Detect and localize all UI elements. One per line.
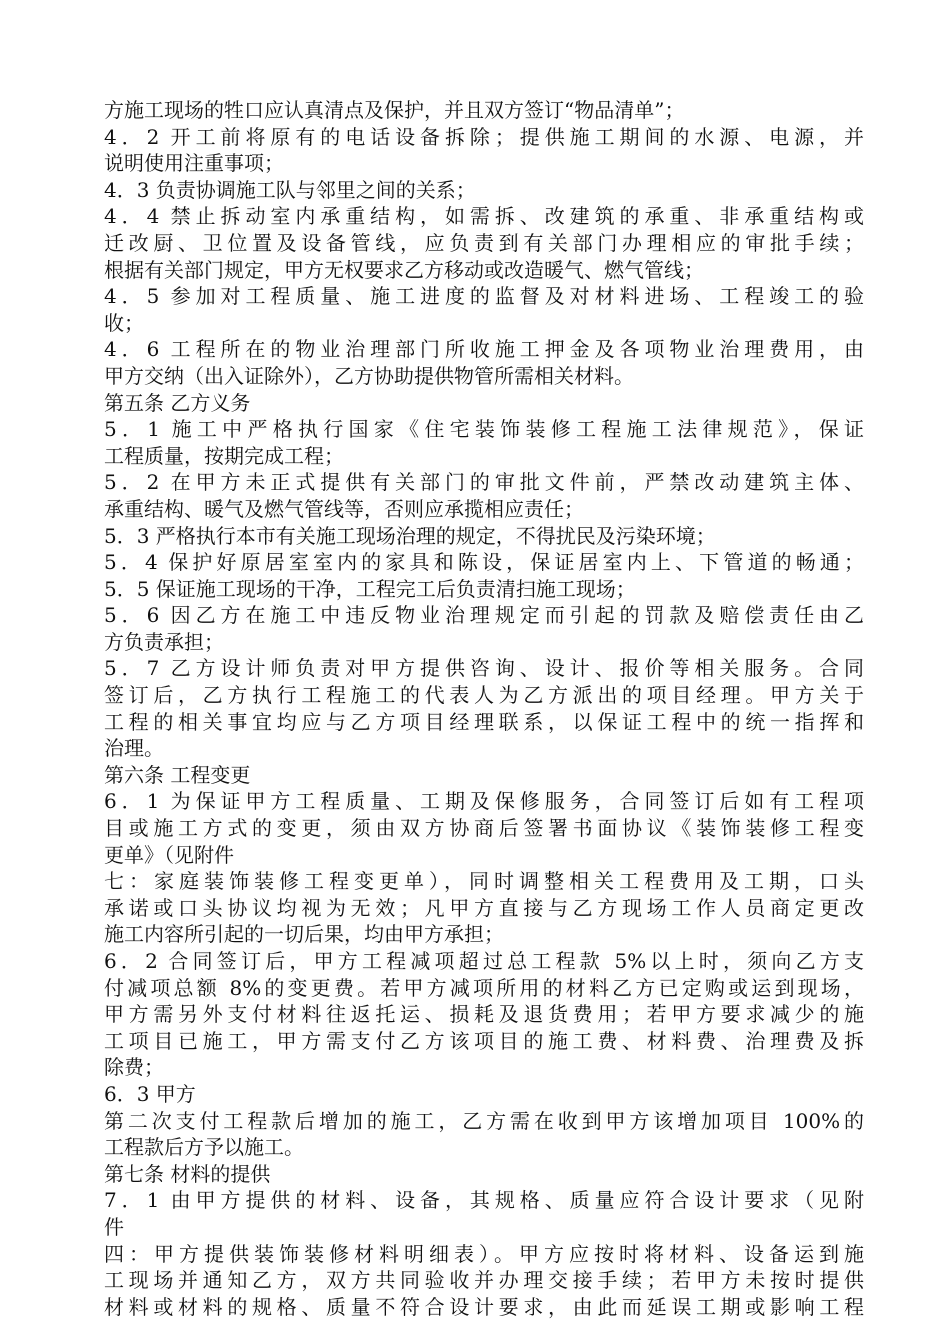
text-line: 收； bbox=[104, 310, 144, 335]
text-line: 七：家庭装饰装修工程变更单），同时调整相关工程费用及工期，口头 bbox=[104, 869, 864, 894]
text-line: 工现场并通知乙方，双方共同验收并办理交接手续；若甲方未按时提供 bbox=[104, 1268, 864, 1293]
text-line: 治理。 bbox=[104, 736, 164, 761]
text-line: 5．4 保护好原居室室内的家具和陈设，保证居室内上、下管道的畅通； bbox=[104, 550, 864, 575]
text-line: 4．3 负责协调施工队与邻里之间的关系； bbox=[104, 177, 476, 202]
text-line: 4．2 开工前将原有的电话设备拆除；提供施工期间的水源、电源，并 bbox=[104, 124, 864, 149]
text-line: 5．6 因乙方在施工中违反物业治理规定而引起的罚款及赔偿责任由乙 bbox=[104, 603, 864, 628]
text-line: 第七条 材料的提供 bbox=[104, 1161, 271, 1186]
text-line: 7．1 由甲方提供的材料、设备，其规格、质量应符合设计要求（见附 bbox=[104, 1188, 864, 1213]
text-line: 工程质量，按期完成工程； bbox=[104, 443, 344, 468]
text-line: 6．2 合同签订后，甲方工程减项超过总工程款 5%以上时，须向乙方支 bbox=[104, 949, 864, 973]
text-line: 甲方交纳（出入证除外），乙方协助提供物管所需相关材料。 bbox=[104, 363, 634, 388]
text-line: 5．1 施工中严格执行国家《住宅装饰装修工程施工法律规范》，保证 bbox=[104, 417, 864, 442]
text-line: 5．7 乙方设计师负责对甲方提供咨询、设计、报价等相关服务。合同 bbox=[104, 656, 864, 681]
text-line: 第二次支付工程款后增加的施工，乙方需在收到甲方该增加项目 100%的 bbox=[104, 1108, 864, 1133]
document-page bbox=[104, 97, 864, 1320]
text-line: 件 bbox=[104, 1214, 124, 1239]
text-line: 根据有关部门规定，甲方无权要求乙方移动或改造暖气、燃气管线； bbox=[104, 257, 704, 282]
text-line: 甲方需另外支付材料往返托运、损耗及退货费用；若甲方要求减少的施 bbox=[104, 1002, 864, 1027]
text-line: 目或施工方式的变更，须由双方协商后签署书面协议《装饰装修工程变 bbox=[104, 816, 864, 841]
text-line: 承重结构、暖气及燃气管线等，否则应承揽相应责任； bbox=[104, 496, 584, 521]
text-line: 材料或材料的规格、质量不符合设计要求，由此而延误工期或影响工程 bbox=[104, 1294, 864, 1319]
text-line: 方负责承担； bbox=[104, 629, 224, 654]
text-line: 工项目已施工，甲方需支付乙方该项目的施工费、材料费、治理费及拆 bbox=[104, 1028, 864, 1053]
text-line: 第六条 工程变更 bbox=[104, 762, 251, 787]
text-line: 6．3 甲方 bbox=[104, 1081, 196, 1106]
text-line: 签订后，乙方执行工程施工的代表人为乙方派出的项目经理。甲方关于 bbox=[104, 683, 864, 708]
text-line: 工程的相关事宜均应与乙方项目经理联系，以保证工程中的统一指挥和 bbox=[104, 709, 864, 734]
text-line: 施工内容所引起的一切后果，均由甲方承担； bbox=[104, 922, 504, 947]
text-line: 5．3 严格执行本市有关施工现场治理的规定，不得扰民及污染环境； bbox=[104, 523, 716, 548]
text-line: 承诺或口头协议均视为无效；凡甲方直接与乙方现场工作人员商定更改 bbox=[104, 895, 864, 920]
text-line: 4．4 禁止拆动室内承重结构，如需拆、改建筑的承重、非承重结构或 bbox=[104, 204, 864, 229]
text-line: 方施工现场的牲口应认真清点及保护，并且双方签订“物品清单”； bbox=[104, 98, 685, 122]
text-line: 说明使用注重事项； bbox=[104, 151, 284, 176]
text-line: 更单》（见附件 bbox=[104, 842, 234, 867]
text-line: 迁改厨、卫位置及设备管线，应负责到有关部门办理相应的审批手续； bbox=[104, 230, 864, 255]
text-line: 4．6 工程所在的物业治理部门所收施工押金及各项物业治理费用，由 bbox=[104, 337, 864, 362]
text-line: 5．5 保证施工现场的干净，工程完工后负责清扫施工现场； bbox=[104, 576, 636, 601]
text-line: 第五条 乙方义务 bbox=[104, 390, 251, 415]
text-line: 付减项总额 8%的变更费。若甲方减项所用的材料乙方已定购或运到现场， bbox=[104, 975, 864, 1000]
text-line: 四：甲方提供装饰装修材料明细表）。甲方应按时将材料、设备运到施 bbox=[104, 1241, 864, 1266]
text-line: 6．1 为保证甲方工程质量、工期及保修服务，合同签订后如有工程项 bbox=[104, 789, 864, 814]
text-line: 工程款后方予以施工。 bbox=[104, 1135, 304, 1160]
text-line: 5．2 在甲方未正式提供有关部门的审批文件前，严禁改动建筑主体、 bbox=[104, 470, 864, 495]
text-line: 除费； bbox=[104, 1055, 164, 1080]
text-line: 4．5 参加对工程质量、施工进度的监督及对材料进场、工程竣工的验 bbox=[104, 284, 864, 309]
